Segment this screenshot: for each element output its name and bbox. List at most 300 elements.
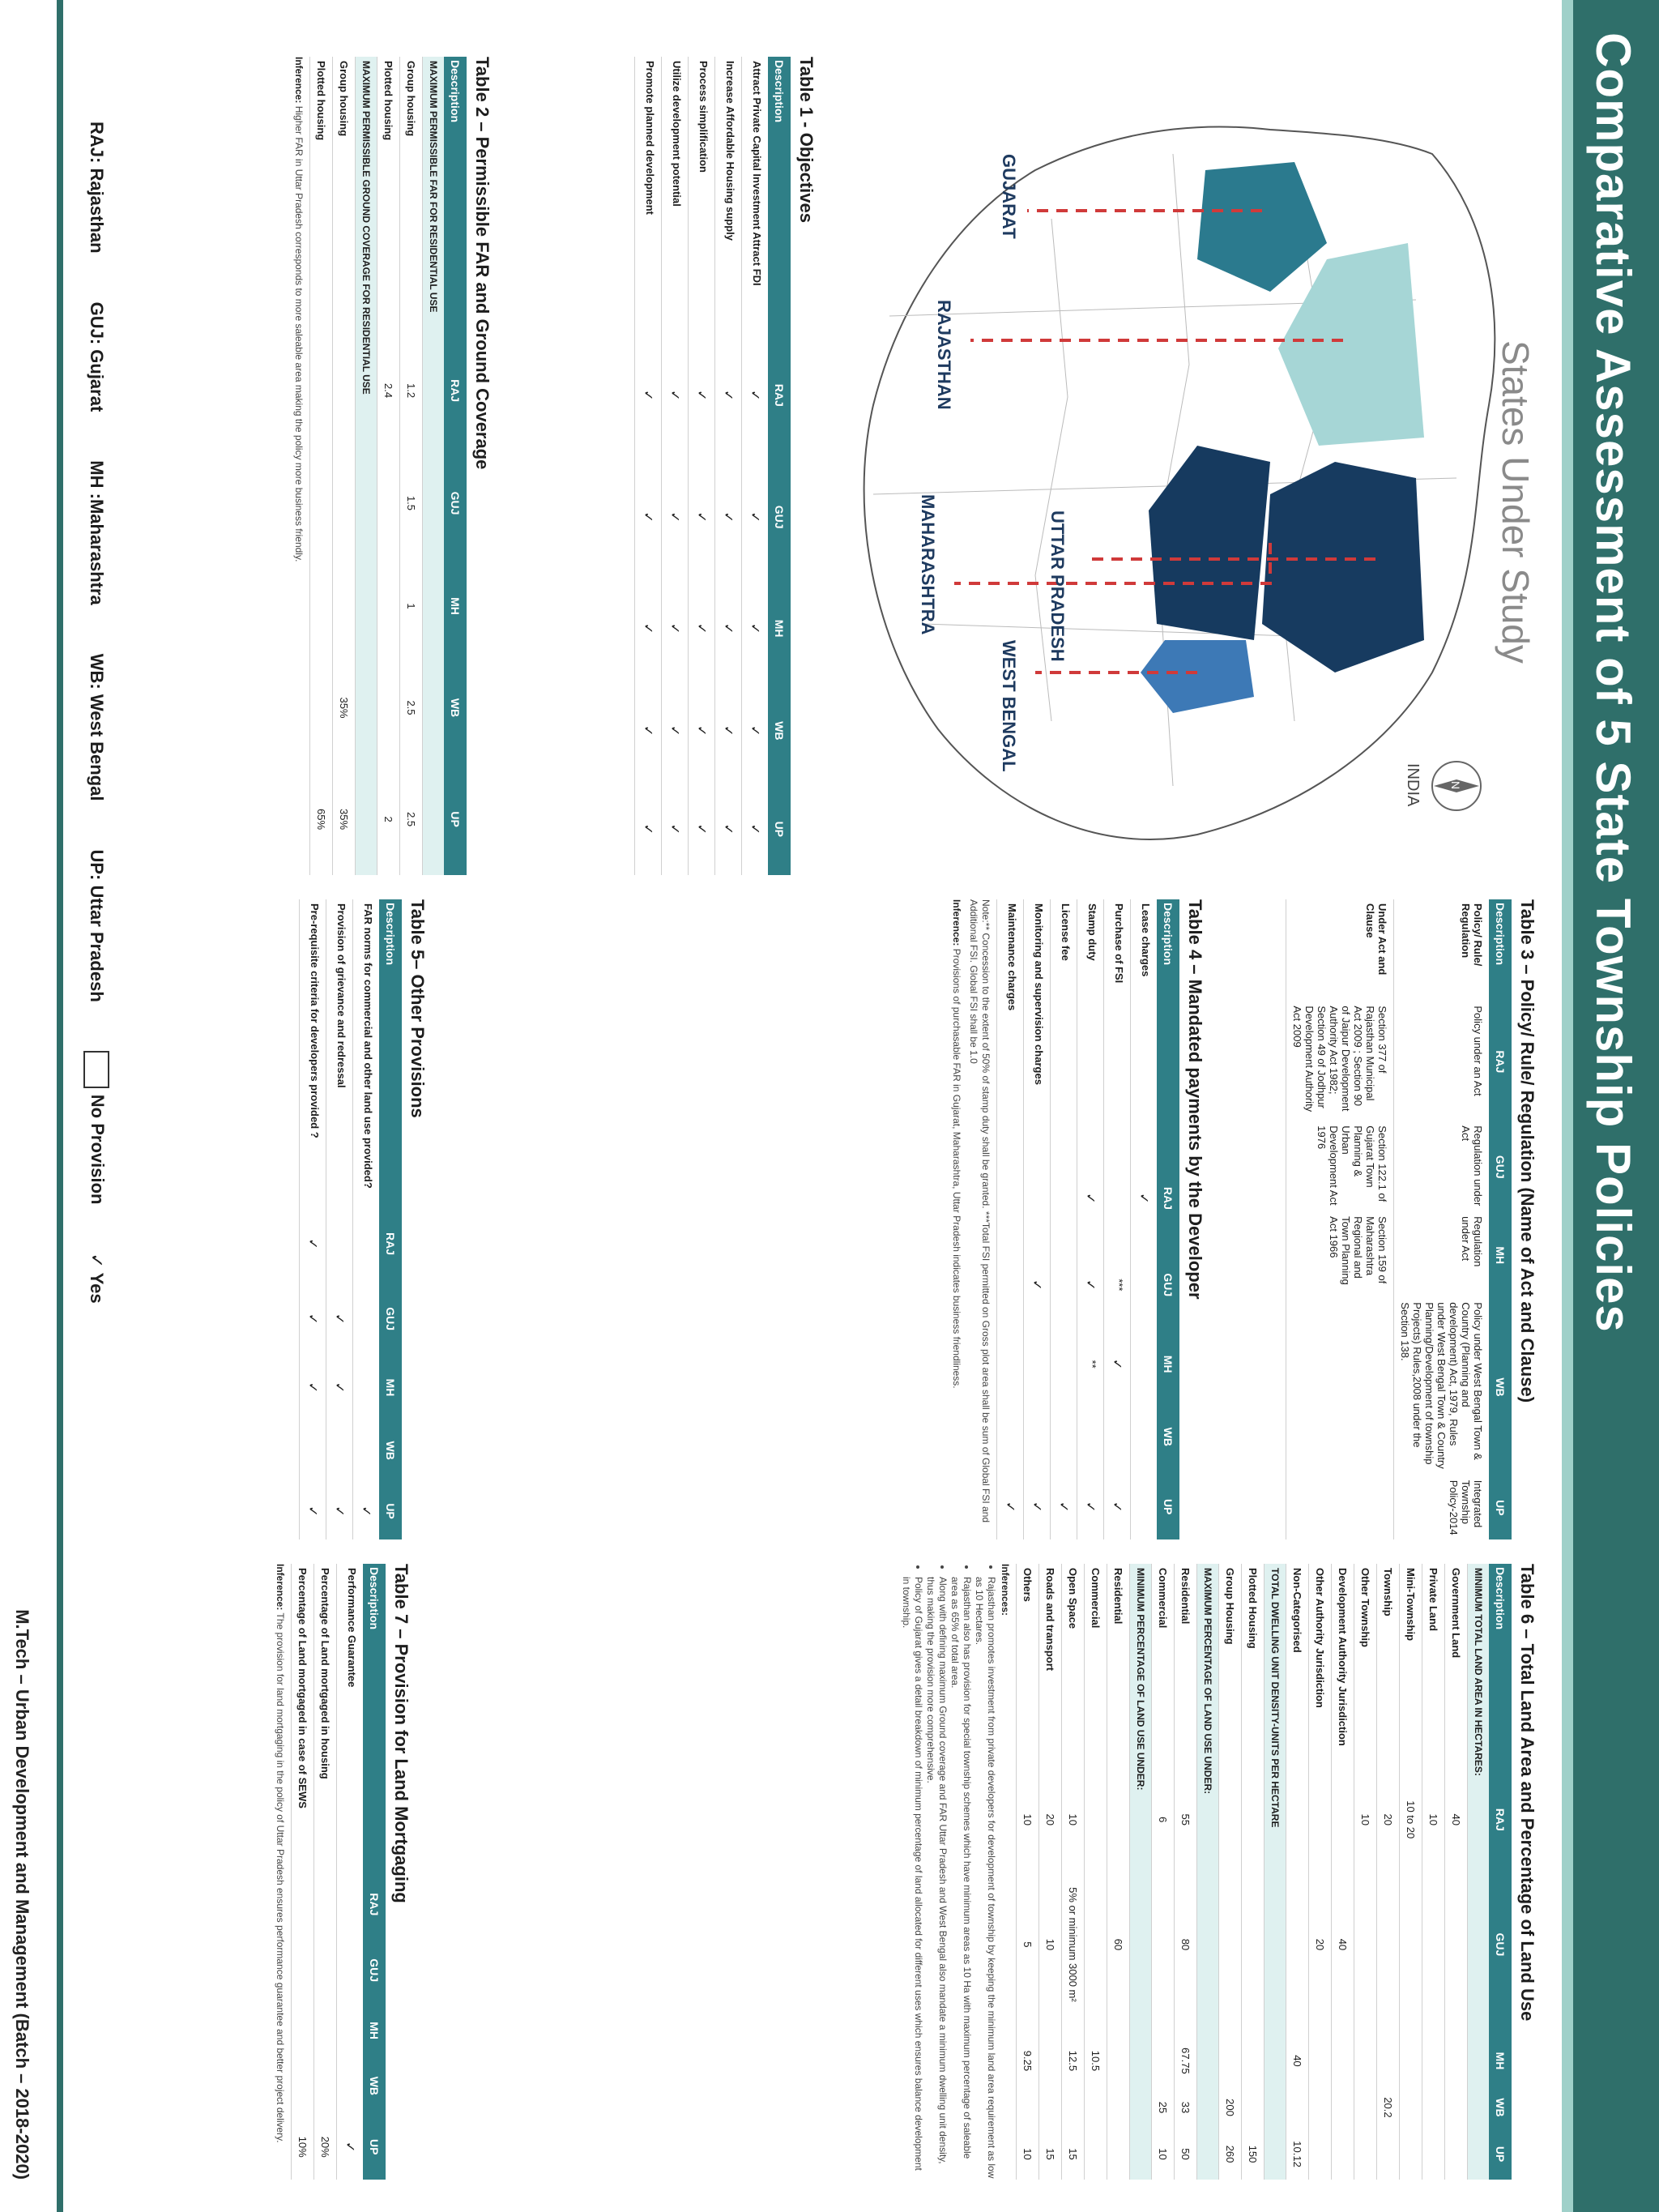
t7-header-desc: Description — [363, 1564, 386, 1872]
cell — [333, 446, 356, 560]
table4-note: Note:** Concession to the extent of 50% of stamp duty shall be granted. ***Total FSI permitted on Gross plot area shall be sum of Global FSI and Additional FSI. Global FSI shall be 1.0 — [968, 899, 992, 1523]
t7-header-raj: RAJ — [363, 1872, 386, 1937]
cell: 15 — [1039, 2129, 1062, 2180]
cell — [1286, 1786, 1309, 1854]
t4-header-raj: RAJ — [1157, 1155, 1179, 1241]
cell — [997, 1329, 1024, 1399]
t1-header-mh: MH — [768, 579, 791, 678]
table7-inference — [274, 1564, 286, 2180]
cell: 20 — [1309, 1854, 1332, 2035]
cell: ✓ — [300, 1483, 326, 1539]
cell — [1242, 2035, 1265, 2086]
cell: Maintenance charges — [997, 899, 1024, 1155]
cell: 12.5 — [1062, 2035, 1085, 2086]
list-item: • Policy of Gujarat gives a detail breakdown of minimum percentage of land allocated for different uses which ensures balance development in township. — [900, 1577, 924, 2180]
cell: 260 — [1219, 2129, 1242, 2180]
cell: 35% — [333, 763, 356, 875]
cell: Section 159 of Maharashtra Regional and Town Planning Act 1966 — [1286, 1212, 1394, 1298]
cell — [1131, 1474, 1158, 1539]
cell — [1445, 2129, 1468, 2180]
table-row — [326, 899, 353, 1539]
legend-up: UP: Uttar Pradesh — [87, 849, 107, 1002]
cell: Group housing — [400, 57, 423, 335]
cell: 20.2 — [1377, 2086, 1400, 2129]
table-row — [314, 1564, 337, 2180]
t6-header-desc: Description — [1489, 1564, 1512, 1786]
poster-title: Comparative Assessment of 5 State Township Policies — [1586, 32, 1640, 1333]
legend-guj: GUJ: Gujarat — [87, 301, 107, 412]
cell: Provision of grievance and redressal — [326, 899, 353, 1206]
cell: 40 — [1286, 2035, 1309, 2086]
cell: Residential — [1175, 1564, 1197, 1786]
cell — [1400, 2035, 1422, 2086]
legend-yes: ✓ Yes — [87, 1253, 107, 1304]
table4 — [996, 899, 1179, 1539]
cell — [1309, 1786, 1332, 1854]
cell: 50 — [1175, 2129, 1197, 2180]
table-row — [1131, 899, 1158, 1539]
cell: 40 — [1445, 1786, 1468, 1854]
cell: 55 — [1175, 1786, 1197, 1854]
cell — [377, 652, 400, 763]
cell: ✓ — [662, 579, 689, 678]
cell: 20 — [1377, 1786, 1400, 1854]
table-row — [997, 899, 1024, 1539]
table-row — [353, 899, 380, 1539]
cell: Non-Categorised — [1286, 1564, 1309, 1786]
cell: ✓ — [1077, 1474, 1104, 1539]
cell — [1051, 1329, 1077, 1399]
cell: 35% — [333, 652, 356, 763]
cell: Roads and transport — [1039, 1564, 1062, 1786]
cell — [1219, 1854, 1242, 2035]
cell: ✓ — [689, 579, 715, 678]
cell — [1051, 1399, 1077, 1474]
cell: ✓ — [300, 1206, 326, 1281]
cell — [1332, 2035, 1354, 2086]
cell: Stamp duty — [1077, 899, 1104, 1155]
inference-label: Inferences: — [1000, 1564, 1011, 1616]
cell — [310, 652, 333, 763]
table3 — [1286, 899, 1512, 1539]
inference-label: Inference: — [275, 1564, 286, 1611]
cell — [1107, 1786, 1130, 1854]
table-row — [1219, 1564, 1242, 2180]
cell: Section 122.1 of Gujarat Town Planning & Urban Development Act 1976 — [1286, 1121, 1394, 1212]
cell: 10% — [292, 2114, 314, 2180]
table-row — [1354, 1564, 1377, 2180]
cell: 60 — [1107, 1854, 1130, 2035]
cell: 10 — [1017, 2129, 1039, 2180]
cell: Percentage of Land mortgaged in housing — [314, 1564, 337, 1872]
cell — [337, 2057, 364, 2114]
cell: 6 — [1152, 1786, 1175, 1854]
cell: ✓ — [1024, 1474, 1051, 1539]
cell — [292, 1937, 314, 2004]
compass-label: N — [1449, 781, 1462, 790]
cell: ✓ — [715, 678, 742, 783]
table-row — [1104, 899, 1131, 1539]
cell — [333, 335, 356, 446]
t1-header-guj: GUJ — [768, 455, 791, 579]
t2-header-guj: GUJ — [444, 446, 467, 560]
table-row — [715, 57, 742, 875]
cell — [1024, 1399, 1051, 1474]
t1-header-raj: RAJ — [768, 335, 791, 455]
cell: 150 — [1242, 2129, 1265, 2180]
table-row — [1394, 899, 1490, 1539]
cell: 10.5 — [1085, 2035, 1107, 2086]
table4-inference — [950, 899, 962, 1539]
cell: 10.12 — [1286, 2129, 1309, 2180]
t3-header-raj: RAJ — [1489, 1001, 1512, 1121]
cell — [292, 2057, 314, 2114]
title-banner — [1562, 0, 1659, 2212]
cell: ✓ — [715, 335, 742, 455]
t1-header-desc: Description — [768, 57, 791, 335]
cell: ✓ — [337, 2114, 364, 2180]
t2-header-wb: WB — [444, 652, 467, 763]
table2-inference — [292, 57, 305, 875]
table-row — [1286, 1564, 1309, 2180]
table-row — [635, 57, 662, 875]
cell: ✓ — [742, 579, 769, 678]
cell — [1354, 2129, 1377, 2180]
cell: ✓ — [997, 1474, 1024, 1539]
cell — [337, 1937, 364, 2004]
cell — [997, 1241, 1024, 1329]
cell: ✓ — [662, 335, 689, 455]
cell — [353, 1418, 380, 1483]
table-row — [310, 57, 333, 875]
cell — [1400, 2129, 1422, 2180]
cell — [1085, 1786, 1107, 1854]
cell — [326, 1206, 353, 1281]
table1-title: Table 1 - Objectives — [796, 57, 817, 224]
table-subheader — [1130, 1564, 1152, 2180]
cell: Regulation under Act — [1394, 1121, 1490, 1212]
cell — [310, 335, 333, 446]
cell: ✓ — [635, 784, 662, 875]
table5-title: Table 5– Other Provisions — [407, 899, 428, 1118]
cell: Commercial — [1152, 1564, 1175, 1786]
cell: Others — [1017, 1564, 1039, 1786]
cell: 40 — [1332, 1854, 1354, 2035]
t7-header-up: UP — [363, 2114, 386, 2180]
t2-header-up: UP — [444, 763, 467, 875]
cell — [1219, 1786, 1242, 1854]
table-row — [292, 1564, 314, 2180]
cell — [300, 1418, 326, 1483]
cell — [1219, 2035, 1242, 2086]
cell: 2 — [377, 763, 400, 875]
cell: 2.5 — [400, 763, 423, 875]
cell: ✓ — [715, 455, 742, 579]
cell: 10 — [1017, 1786, 1039, 1854]
table-row — [1051, 899, 1077, 1539]
t4-header-desc: Description — [1157, 899, 1179, 1155]
cell: Township — [1377, 1564, 1400, 1786]
cell — [314, 2057, 337, 2114]
cell — [1332, 2129, 1354, 2180]
cell: ✓ — [1131, 1155, 1158, 1241]
cell: 20 — [1039, 1786, 1062, 1854]
cell — [377, 560, 400, 652]
cell — [337, 2004, 364, 2058]
table-row — [1085, 1564, 1107, 2180]
cell: 10 to 20 — [1400, 1786, 1422, 1854]
cell — [1152, 2035, 1175, 2086]
cell: 25 — [1152, 2086, 1175, 2129]
t4-header-guj: GUJ — [1157, 1241, 1179, 1329]
cell: ✓ — [353, 1483, 380, 1539]
cell: ✓ — [1024, 1241, 1051, 1329]
cell — [1107, 2086, 1130, 2129]
cell: Section 377 of Rajasthan Municipal Act 2009 ; Section 90 of Jaipur Development Authority Act 1982; Section 49 of Jodhpur Development Authority Act 2009 — [1286, 1001, 1394, 1121]
t3-header-desc: Description — [1489, 899, 1512, 1001]
cell: ✓ — [662, 678, 689, 783]
cell — [314, 1872, 337, 1937]
cell: Pre-requisite criteria for developers provided ? — [300, 899, 326, 1206]
cell — [292, 2004, 314, 2058]
table-row — [1377, 1564, 1400, 2180]
cell — [310, 446, 333, 560]
t5-header-desc: Description — [379, 899, 402, 1206]
cell: Other Authority Jurisdiction — [1309, 1564, 1332, 1786]
cell — [1131, 1399, 1158, 1474]
table-subheader — [356, 57, 377, 875]
cell — [1039, 2086, 1062, 2129]
legend-wb: WB: West Bengal — [87, 653, 107, 801]
cell: ✓ — [300, 1281, 326, 1357]
cell: *** — [1104, 1241, 1131, 1329]
table-row — [1077, 899, 1104, 1539]
cell — [353, 1357, 380, 1419]
table-row — [1039, 1564, 1062, 2180]
table-row — [689, 57, 715, 875]
list-item: • Along with defining maximum Ground coverage and FAR Uttar Pradesh and West Bengal also mandate a minimum dwelling unit density, thus making the provision more comprehensive. — [924, 1577, 949, 2180]
cell: Performance Guarantee — [337, 1564, 364, 1872]
cell — [353, 1281, 380, 1357]
cell — [1422, 2129, 1445, 2180]
table2 — [309, 57, 467, 875]
cell: Lease charges — [1131, 899, 1158, 1155]
table-subheader — [1468, 1564, 1490, 2180]
table-row — [1024, 899, 1051, 1539]
t6-header-up: UP — [1489, 2129, 1512, 2180]
cell — [1104, 1399, 1131, 1474]
cell: ✓ — [715, 579, 742, 678]
cell: Policy/ Rule/ Regulation — [1394, 899, 1490, 1001]
cell: Group Housing — [1219, 1564, 1242, 1786]
cell — [1051, 1241, 1077, 1329]
cell — [292, 1872, 314, 1937]
t6-header-raj: RAJ — [1489, 1786, 1512, 1854]
inference-text: Higher FAR in Uttar Pradesh corresponds to more saleable area making the policy more business friendly. — [293, 105, 305, 562]
cell: TOTAL DWELLING UNIT DENSITY-UNITS PER HECTARE — [1265, 1564, 1286, 2180]
table5-section — [299, 899, 428, 1539]
cell — [1077, 1399, 1104, 1474]
cell — [1085, 2129, 1107, 2180]
cell — [1309, 2035, 1332, 2086]
cell — [1085, 2086, 1107, 2129]
cell: ✓ — [326, 1357, 353, 1419]
cell: Plotted Housing — [1242, 1564, 1265, 1786]
cell: Other Township — [1354, 1564, 1377, 1786]
t5-header-wb: WB — [379, 1418, 402, 1483]
table-row — [1242, 1564, 1265, 2180]
table-row — [1400, 1564, 1422, 2180]
table-row — [742, 57, 769, 875]
cell — [1131, 1329, 1158, 1399]
cell — [377, 446, 400, 560]
cell: ✓ — [742, 455, 769, 579]
cell: ✓ — [662, 784, 689, 875]
cell: 15 — [1062, 2129, 1085, 2180]
cell — [1242, 2086, 1265, 2129]
map-label-west-bengal: WEST BENGAL — [999, 640, 1019, 772]
cell — [1422, 1854, 1445, 2035]
cell: ✓ — [742, 335, 769, 455]
table2-title: Table 2 – Permissible FAR and Ground Coverage — [472, 57, 493, 470]
cell — [1017, 2086, 1039, 2129]
cell: Open Space — [1062, 1564, 1085, 1786]
cell — [1107, 2035, 1130, 2086]
table6-inferences — [900, 1564, 1011, 2180]
table2-section — [292, 57, 493, 875]
cell — [1377, 1854, 1400, 2035]
table-row — [337, 1564, 364, 2180]
cell: 10 — [1422, 1786, 1445, 1854]
cell — [1332, 2086, 1354, 2129]
cell — [1062, 2086, 1085, 2129]
table-row — [1309, 1564, 1332, 2180]
t2-header-mh: MH — [444, 560, 467, 652]
table7 — [291, 1564, 386, 2180]
cell: ✓ — [689, 678, 715, 783]
cell: MINIMUM PERCENTAGE OF LAND USE UNDER: — [1130, 1564, 1152, 2180]
cell — [1354, 2035, 1377, 2086]
empty-box-icon — [83, 1051, 109, 1088]
table7-title: Table 7 – Provision for Land Mortgaging — [391, 1564, 412, 1903]
table-subheader — [1265, 1564, 1286, 2180]
table-row — [1286, 899, 1394, 1539]
table-row — [1062, 1564, 1085, 2180]
map-label-uttar-pradesh: UTTAR PRADESH — [1047, 510, 1068, 662]
t6-header-wb: WB — [1489, 2086, 1512, 2129]
table-row — [1422, 1564, 1445, 2180]
legend-no-provision-label: No Provision — [87, 1094, 109, 1205]
cell: ✓ — [689, 784, 715, 875]
cell — [1152, 1854, 1175, 2035]
cell: ✓ — [742, 678, 769, 783]
cell — [1445, 1854, 1468, 2035]
cell: MAXIMUM PERMISSIBLE FAR FOR RESIDENTIAL USE — [423, 57, 445, 875]
table-row — [1017, 1564, 1039, 2180]
table4-section — [950, 899, 1205, 1539]
t5-header-up: UP — [379, 1483, 402, 1539]
cell: FAR norms for commercial and other land use provided? — [353, 899, 380, 1206]
map-title: States Under Study — [1495, 340, 1537, 664]
cell — [1051, 1155, 1077, 1241]
map-label-rajasthan: RAJASTHAN — [934, 300, 954, 410]
table-subheader — [1197, 1564, 1219, 2180]
cell — [1445, 2086, 1468, 2129]
cell: Policy under West Bengal Town & Country (Planning and development) Act, 1979, Rules under West Bengal Town & Country Planning/Development of township Projects) Rules,2008 under the Section 138. — [1394, 1298, 1490, 1475]
cell: 20% — [314, 2114, 337, 2180]
cell: ✓ — [635, 579, 662, 678]
cell — [1024, 1329, 1051, 1399]
cell: Monitoring and supervision charges — [1024, 899, 1051, 1155]
cell — [1400, 1854, 1422, 2035]
cell: ✓ — [326, 1483, 353, 1539]
cell: ✓ — [689, 455, 715, 579]
cell — [1286, 1476, 1394, 1539]
t3-header-mh: MH — [1489, 1212, 1512, 1298]
t6-header-guj: GUJ — [1489, 1854, 1512, 2035]
cell — [997, 1155, 1024, 1241]
cell: Residential — [1107, 1564, 1130, 1786]
cell: Regulation under Act — [1394, 1212, 1490, 1298]
cell: Utilize development potential — [662, 57, 689, 335]
t1-header-wb: WB — [768, 678, 791, 783]
cell: ✓ — [300, 1357, 326, 1419]
table5 — [299, 899, 402, 1539]
table1 — [634, 57, 791, 875]
cell: 80 — [1175, 1854, 1197, 2035]
table3-title: Table 3 – Policy/ Rule/ Regulation (Name of Act and Clause) — [1517, 899, 1537, 1403]
cell: 10 — [1354, 1786, 1377, 1854]
legend-mh: MH :Maharashtra — [87, 460, 107, 605]
t4-header-mh: MH — [1157, 1329, 1179, 1399]
cell — [1024, 1155, 1051, 1241]
table-row — [300, 899, 326, 1539]
inference-text: The provision for land mortgaging in the policy of Uttar Pradesh ensures performance guarantee and better project delivery. — [275, 1612, 286, 2143]
cell: 65% — [310, 763, 333, 875]
cell: 5 — [1017, 1854, 1039, 2035]
table-row — [333, 57, 356, 875]
title-accent-bar — [1562, 0, 1573, 2212]
cell: Percentage of Land mortgaged in case of SEWS — [292, 1564, 314, 1872]
india-map — [833, 57, 1537, 875]
cell — [1422, 2035, 1445, 2086]
cell: ✓ — [689, 335, 715, 455]
cell: 2.4 — [377, 335, 400, 446]
table-row — [400, 57, 423, 875]
legend-bar — [77, 122, 116, 1823]
t1-header-up: UP — [768, 784, 791, 875]
t4-header-up: UP — [1157, 1474, 1179, 1539]
cell — [314, 2004, 337, 2058]
inference-text: Provisions of purchasable FAR in Gujarat, Maharashtra, Uttar Pradesh indicates business friendliness. — [951, 948, 962, 1389]
cell: License fee — [1051, 899, 1077, 1155]
cell: Group housing — [333, 57, 356, 335]
cell: Purchase of FSI — [1104, 899, 1131, 1155]
cell: ✓ — [662, 455, 689, 579]
table3-section — [1286, 899, 1537, 1539]
cell: Increase Affordable Housing supply — [715, 57, 742, 335]
table6-section — [900, 1564, 1537, 2180]
cell — [1286, 2086, 1309, 2129]
t7-header-wb: WB — [363, 2057, 386, 2114]
t4-header-wb: WB — [1157, 1399, 1179, 1474]
cell: 1.2 — [400, 335, 423, 446]
cell: MINIMUM TOTAL LAND AREA IN HECTARES: — [1468, 1564, 1490, 2180]
cell — [1104, 1155, 1131, 1241]
table-row — [1152, 1564, 1175, 2180]
cell: Integrated Township Policy-2014 — [1394, 1476, 1490, 1539]
table-row — [1107, 1564, 1130, 2180]
